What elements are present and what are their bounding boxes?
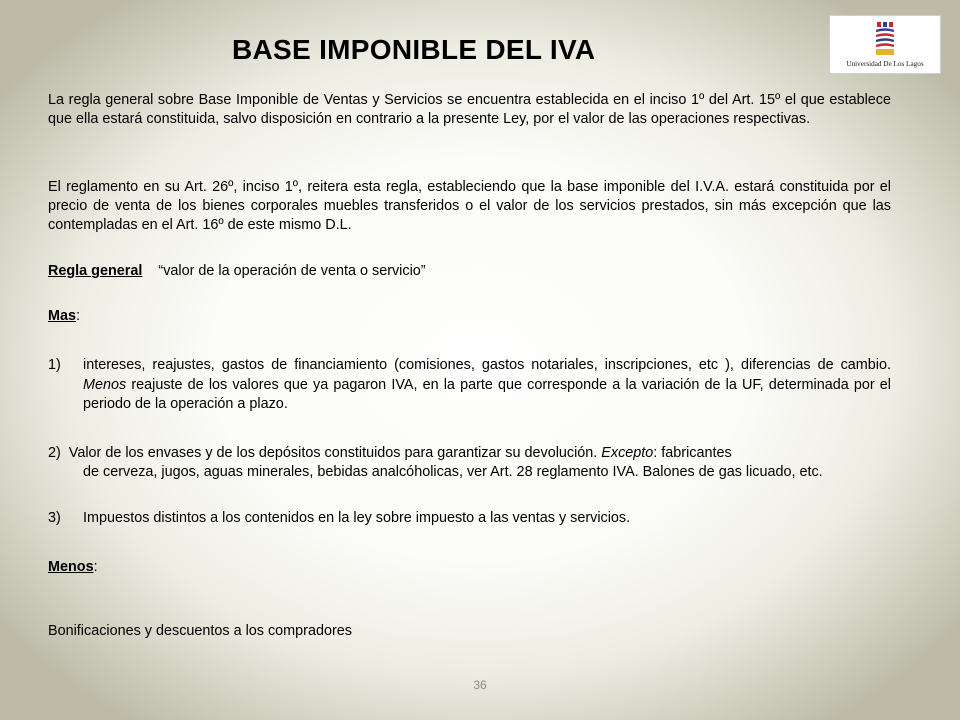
paragraph-2: El reglamento en su Art. 26º, inciso 1º, reitera esta regla, estableciendo que la base imponible del I.V.A. estará constituida por el precio de venta de los bienes corporales muebles transferidos o el valor de los servicios prestados, sin más excepción que las contempladas en el Art. 16º de este mismo D.L. <box>48 179 891 233</box>
final-line: Bonificaciones y descuentos a los compradores <box>48 623 352 639</box>
slide-title: BASE IMPONIBLE DEL IVA <box>232 34 596 65</box>
regla-general-line: Regla general “valor de la operación de venta o servicio” <box>48 263 426 279</box>
paragraph-1: La regla general sobre Base Imponible de Ventas y Servicios se encuentra establecida en el inciso 1º del Art. 15º el que establece que ella estará constituida, salvo disposición en contrario a la presente Ley, por el valor de las operaciones respectivas. <box>48 92 891 127</box>
list-item-2-number: 2) <box>48 445 61 461</box>
list-item-2-continuation: de cerveza, jugos, aguas minerales, bebidas analcóholicas, ver Art. 28 reglamento IVA. Balones de gas licuado, etc. <box>83 464 823 480</box>
list-item-1-number: 1) <box>48 357 61 373</box>
university-logo <box>829 15 941 74</box>
logo-text: Universidad De Los Lagos <box>846 60 924 68</box>
list-item-2: 2) Valor de los envases y de los depósitos constituidos para garantizar su devolución. Excepto: fabricantes de cerveza, jugos, aguas minerales, bebidas analcóholicas, ver Art. 28 reglamento IVA. Balones de gas licuado, etc. <box>48 444 891 482</box>
list-item-3-number: 3) <box>48 510 61 526</box>
mas-label: Mas <box>48 308 76 324</box>
menos-heading: Menos: <box>48 559 98 575</box>
list-item-3-text: Impuestos distintos a los contenidos en la ley sobre impuesto a las ventas y servicios. <box>83 510 631 526</box>
mas-heading: Mas: <box>48 308 80 324</box>
university-emblem-icon <box>876 22 894 56</box>
regla-general-text: valor de la operación de venta o servicio <box>163 263 421 279</box>
list-item-1-text: intereses, reajustes, gastos de financiamiento (comisiones, gastos notariales, inscripciones, etc ), diferencias de cambio. Menos reajuste de los valores que ya pagaron IVA, en la parte que corresponde a la variación de la UF, determinada por el periodo de la operación a plazo. <box>83 357 891 412</box>
menos-label: Menos <box>48 559 94 575</box>
regla-general-label: Regla general <box>48 263 143 279</box>
page-number: 36 <box>473 678 487 692</box>
